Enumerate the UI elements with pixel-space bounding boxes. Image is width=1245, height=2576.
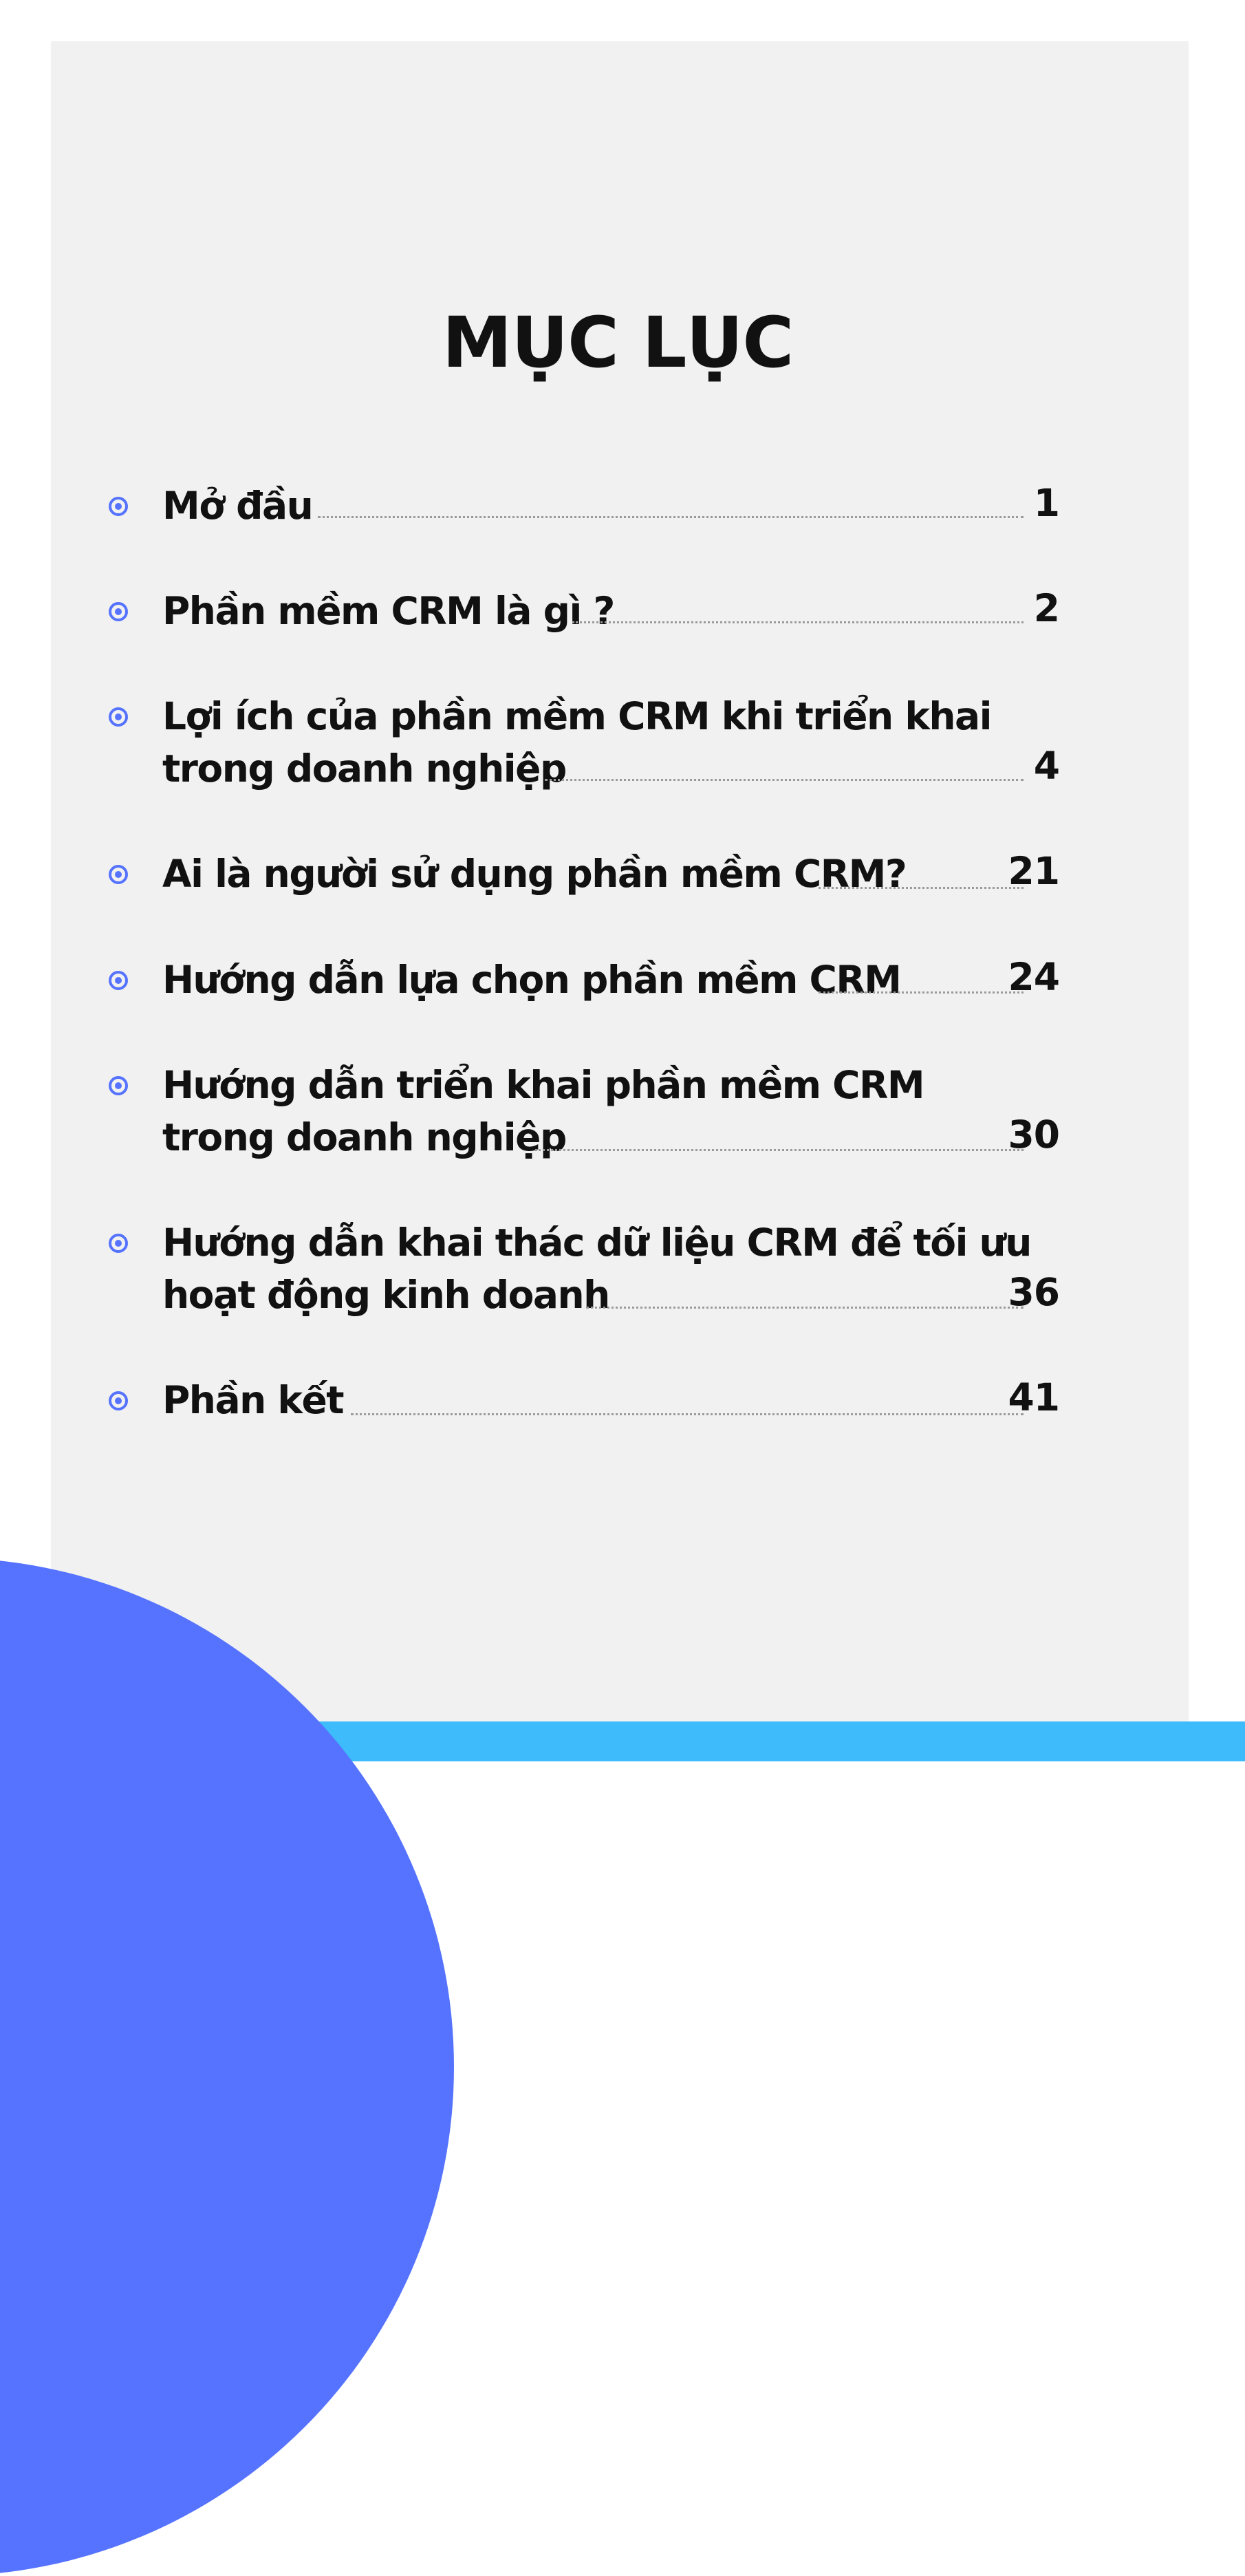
toc-entry[interactable] — [103, 1061, 1101, 1171]
radio-bullet-icon — [109, 1391, 128, 1410]
toc-entry[interactable] — [103, 1376, 1101, 1486]
page-title: MỤC LỤC — [442, 302, 794, 385]
toc-entry-title: Lợi ích của phần mềm CRM khi triển khai — [162, 694, 992, 738]
toc-entry-title: Phần kết — [162, 1378, 344, 1422]
toc-entry-title: Phần mềm CRM là gì ? — [162, 589, 614, 633]
radio-bullet-icon — [109, 1234, 128, 1253]
radio-bullet-icon — [109, 707, 128, 727]
dotted-leader — [819, 887, 1024, 889]
dotted-leader — [535, 1149, 1024, 1151]
toc-entry[interactable] — [103, 692, 1101, 802]
toc-page-number: 2 — [1033, 586, 1059, 630]
toc-page-number: 36 — [1008, 1270, 1059, 1314]
toc-entry[interactable] — [103, 482, 1101, 592]
toc-page-number: 21 — [1008, 849, 1059, 893]
dotted-leader — [819, 991, 1024, 994]
toc-entry-title: Hướng dẫn khai thác dữ liệu CRM để tối ưu — [162, 1221, 1031, 1265]
toc-entry-title: Ai là người sử dụng phần mềm CRM? — [162, 852, 907, 896]
dotted-leader — [351, 1413, 1024, 1415]
toc-entry[interactable] — [103, 850, 1101, 960]
toc-entry[interactable] — [103, 956, 1101, 1066]
toc-entry-title: Mở đầu — [162, 484, 313, 528]
radio-bullet-icon — [109, 971, 128, 990]
toc-entry-title: Hướng dẫn lựa chọn phần mềm CRM — [162, 958, 901, 1002]
toc-entry-title-continued: hoạt động kinh doanh — [162, 1273, 609, 1317]
toc-entry-title: Hướng dẫn triển khai phần mềm CRM — [162, 1063, 924, 1107]
toc-page-number: 24 — [1008, 955, 1059, 999]
radio-bullet-icon — [109, 497, 128, 516]
toc-page-number: 41 — [1008, 1375, 1059, 1419]
radio-bullet-icon — [109, 602, 128, 621]
dotted-leader — [572, 621, 1024, 623]
toc-entry-title-continued: trong doanh nghiệp — [162, 1115, 566, 1159]
toc-page-number: 1 — [1033, 481, 1059, 525]
toc-entry[interactable] — [103, 1219, 1101, 1329]
dotted-leader — [318, 516, 1024, 518]
dotted-leader — [545, 779, 1024, 781]
bottom-accent-band — [316, 1721, 1245, 1761]
radio-bullet-icon — [109, 1076, 128, 1095]
radio-bullet-icon — [109, 865, 128, 884]
toc-entry-title-continued: trong doanh nghiệp — [162, 747, 566, 791]
toc-page-number: 30 — [1008, 1113, 1059, 1157]
toc-page-number: 4 — [1033, 744, 1059, 788]
toc-entry[interactable] — [103, 587, 1101, 697]
dotted-leader — [586, 1307, 1024, 1309]
